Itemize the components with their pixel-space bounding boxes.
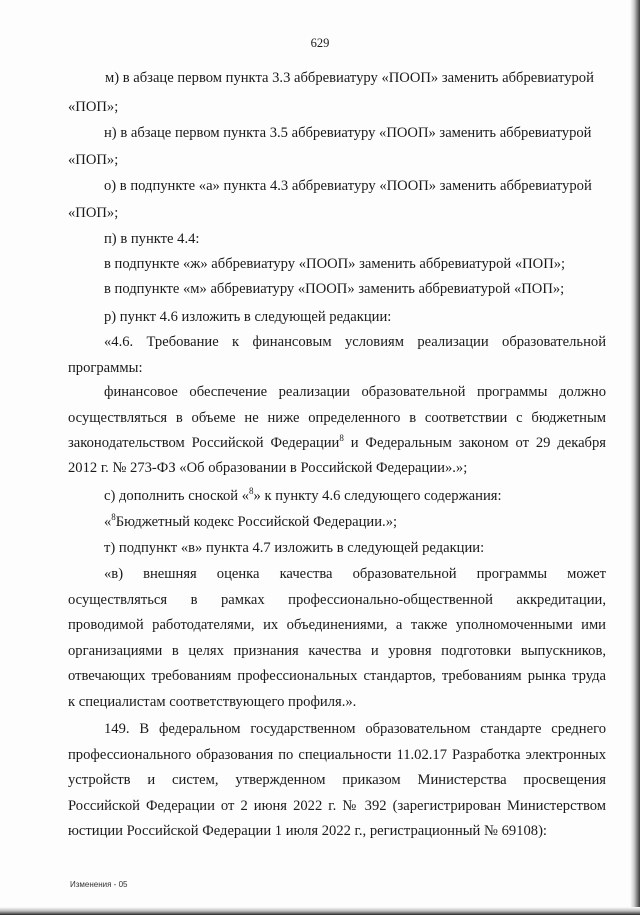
text-line: Российской Федерации от 2 июня 2022 г. № 392 (зарегистрирован Министерством [68,798,606,814]
text-line: финансовое обеспечение реализации образовательной программы должно [104,384,606,400]
text-line: организациями в целях признания качества и уровня подготовки выпускников, [68,643,606,659]
text-line: 149. В федеральном государственном образовательном стандарте среднего [104,721,606,737]
text-line: р) пункт 4.6 изложить в следующей редакции: [104,309,392,325]
text-line: к специалистам соответствующего профиля.». [68,694,357,710]
page-footer: Изменения - 05 [70,880,128,889]
text-line: осуществляться в рамках профессионально-общественной аккредитации, [68,592,606,608]
text-line: «$^8$Бюджетный кодекс Российской Федерации.»; [104,512,398,530]
text-line: в подпункте «м» аббревиатуру «ПООП» заменить аббревиатурой «ПОП»; [104,281,565,297]
footnote-ref: 8 [111,512,116,523]
text-line: м) в абзаце первом пункта 3.3 аббревиатуру «ПООП» заменить аббревиатурой [105,70,594,86]
text-line: п) в пункте 4.4: [104,231,200,247]
text-line: юстиции Российской Федерации 1 июля 2022 г., регистрационный № 69108): [68,823,547,839]
footnote-ref: 8 [339,433,344,444]
footnote-ref: 8 [249,486,254,497]
text-line: устройств и систем, утвержденном приказом Министерства просвещения [68,772,606,788]
text-line: «4.6. Требование к финансовым условиям реализации образовательной [104,334,606,350]
text-line: проводимой работодателями, их объединениями, а также уполномоченными ими [68,617,606,633]
text-line: осуществляться в объеме не ниже определенного в соответствии с бюджетным [68,410,606,426]
text-line: программы: [68,360,143,376]
text-line: н) в абзаце первом пункта 3.5 аббревиатуру «ПООП» заменить аббревиатурой [104,125,592,141]
text-line: о) в подпункте «а» пункта 4.3 аббревиатуру «ПООП» заменить аббревиатурой [104,178,592,194]
scan-edge-right [630,0,640,915]
text-line: т) подпункт «в» пункта 4.7 изложить в следующей редакции: [104,540,485,556]
text-line: «ПОП»; [68,205,119,221]
text-line: «ПОП»; [68,152,119,168]
text-line: «ПОП»; [68,99,119,115]
scan-edge-bottom [0,907,640,915]
text-line: с) дополнить сноской «$^8$» к пункту 4.6 следующего содержания: [104,486,502,504]
text-line: профессионального образования по специальности 11.02.17 Разработка электронных [68,747,606,763]
text-line: законодательством Российской Федерации$^8$ и Федеральным законом от 29 декабря [68,433,606,451]
text-line: 2012 г. № 273-ФЗ «Об образовании в Российской Федерации».»; [68,460,468,476]
text-line: в подпункте «ж» аббревиатуру «ПООП» заменить аббревиатурой «ПОП»; [104,256,566,272]
text-line: «в) внешняя оценка качества образовательной программы может [104,566,606,582]
text-line: отвечающих требованиям профессиональных стандартов, требованиям рынка труда [68,668,606,684]
page-number: 629 [310,36,330,50]
